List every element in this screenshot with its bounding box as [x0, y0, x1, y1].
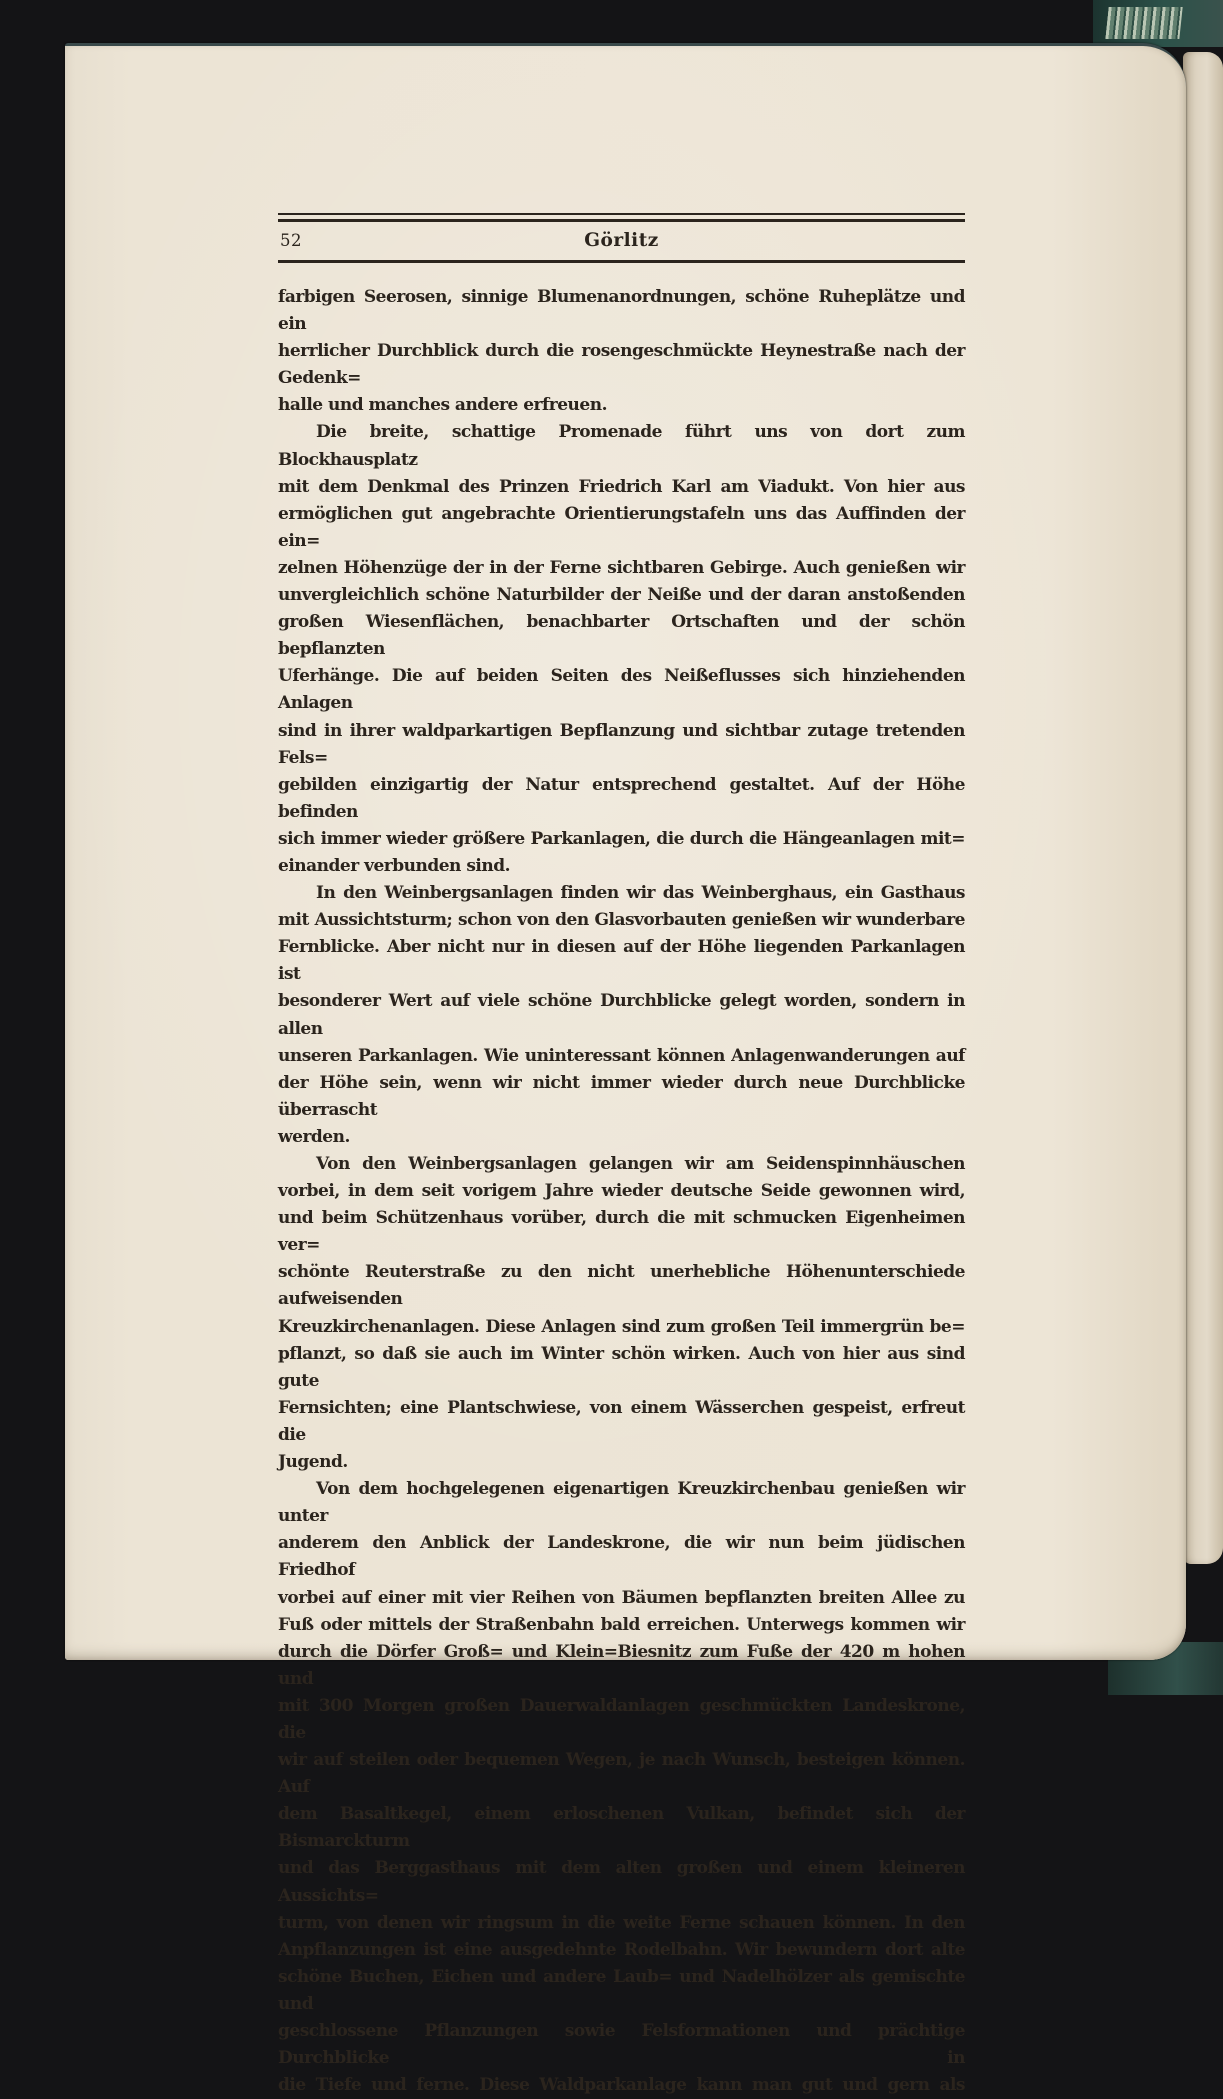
- text-line: Von dem hochgelegenen eigenartigen Kreuzkirchenbau genießen wir unter: [278, 1479, 965, 1527]
- text-line: Anpflanzungen ist eine ausgedehnte Rodelbahn. Wir bewundern dort alte: [278, 1939, 965, 1960]
- book-fore-edge: [1183, 52, 1223, 1564]
- text-line: besonderer Wert auf viele schöne Durchblicke gelegt worden, sondern in allen: [278, 991, 965, 1039]
- text-line: einander verbunden sind.: [278, 855, 511, 876]
- text-line: Uferhänge. Die auf beiden Seiten des Neißeflusses sich hinziehenden Anlagen: [278, 666, 965, 714]
- text-line: zelnen Höhenzüge der in der Ferne sichtbaren Gebirge. Auch genießen wir: [278, 557, 965, 578]
- text-line: wir auf steilen oder bequemen Wegen, je nach Wunsch, besteigen können. Auf: [278, 1750, 965, 1798]
- text-line: mit Aussichtsturm; schon von den Glasvorbauten genießen wir wunderbare: [278, 910, 965, 931]
- text-line: In den Weinbergsanlagen finden wir das Weinberghaus, ein Gasthaus: [316, 883, 965, 904]
- text-line: Fernsichten; eine Plantschwiese, von einem Wässerchen gespeist, erfreut die: [278, 1397, 965, 1445]
- page-header: [278, 213, 965, 263]
- book-cover-edge-top: [1093, 0, 1223, 47]
- text-line: ermöglichen gut angebrachte Orientierungstafeln uns das Auffinden der ein=: [278, 503, 965, 551]
- text-line: unvergleichlich schöne Naturbilder der Neiße und der daran anstoßenden: [278, 585, 965, 606]
- text-line: Fuß oder mittels der Straßenbahn bald erreichen. Unterwegs kommen wir: [278, 1614, 965, 1635]
- text-line: turm, von denen wir ringsum in die weite Ferne schauen können. In den: [278, 1912, 965, 1933]
- text-line: sind in ihrer waldparkartigen Bepflanzung und sichtbar zutage tretenden Fels=: [278, 720, 965, 768]
- book-page-edges-top: [1105, 7, 1182, 39]
- running-head-row: [278, 222, 965, 260]
- text-line: vorbei, in dem seit vorigem Jahre wieder deutsche Seide gewonnen wird,: [278, 1181, 965, 1202]
- text-line: mit dem Denkmal des Prinzen Friedrich Karl am Viadukt. Von hier aus: [278, 476, 965, 497]
- text-line: unseren Parkanlagen. Wie uninteressant können Anlagenwanderungen auf: [278, 1045, 965, 1066]
- text-line: großen Wiesenflächen, benachbarter Ortschaften und der schön bepflanzten: [278, 612, 965, 660]
- text-line: gebilden einzigartig der Natur entsprechend gestaltet. Auf der Höhe befinden: [278, 774, 965, 822]
- text-line: durch die Dörfer Groß= und Klein=Biesnitz zum Fuße der 420 m hohen und: [278, 1641, 965, 1689]
- text-line: der Höhe sein, wenn wir nicht immer wieder durch neue Durchblicke überrascht: [278, 1072, 965, 1120]
- text-line: die Tiefe und ferne. Diese Waldparkanlage kann man gut und gern als: [278, 2075, 965, 2096]
- book-page: [65, 43, 1186, 2096]
- text-line: farbigen Seerosen, sinnige Blumenanordnungen, schöne Ruheplätze und ein: [278, 287, 965, 335]
- text-line: schöne Buchen, Eichen und andere Laub= und Nadelhölzer als gemischte und: [278, 1966, 965, 2014]
- text-line: mit 300 Morgen großen Dauerwaldanlagen geschmückten Landeskrone, die: [278, 1695, 965, 1743]
- text-line: herrlicher Durchblick durch die rosengeschmückte Heynestraße nach der Gedenk=: [278, 341, 965, 389]
- text-line: Jugend.: [278, 1452, 348, 1473]
- text-line: geschlossene Pflanzungen sowie Felsformationen und prächtige Durchblicke in: [278, 2021, 965, 2069]
- text-line: Von den Weinbergsanlagen gelangen wir am Seidenspinnhäuschen: [316, 1154, 965, 1174]
- text-line: pflanzt, so daß sie auch im Winter schön wirken. Auch von hier aus sind gute: [278, 1343, 965, 1391]
- text-line: und das Berggasthaus mit dem alten großen und einem kleineren Aussichts=: [278, 1858, 965, 1906]
- body-text: [278, 284, 965, 2099]
- text-line: vorbei auf einer mit vier Reihen von Bäumen bepflanzten breiten Allee zu: [278, 1587, 965, 1608]
- text-line: halle und manches andere erfreuen.: [278, 395, 608, 416]
- text-line: dem Basaltkegel, einem erloschenen Vulkan, befindet sich der Bismarckturm: [278, 1804, 965, 1852]
- text-line: schönte Reuterstraße zu den nicht unerhebliche Höhenunterschiede aufweisenden: [278, 1262, 965, 1310]
- page-number: 52: [280, 231, 302, 250]
- text-line: werden.: [278, 1126, 350, 1147]
- text-line: Die breite, schattige Promenade führt uns von dort zum Blockhausplatz: [278, 422, 965, 470]
- text-line: Fernblicke. Aber nicht nur in diesen auf der Höhe liegenden Parkanlagen ist: [278, 937, 965, 985]
- text-line: und beim Schützenhaus vorüber, durch die mit schmucken Eigenheimen ver=: [278, 1208, 965, 1256]
- header-bottom-rule: [278, 260, 965, 263]
- text-line: anderem den Anblick der Landeskrone, die wir nun beim jüdischen Friedhof: [278, 1533, 965, 1581]
- text-line: Kreuzkirchenanlagen. Diese Anlagen sind zum großen Teil immergrün be=: [278, 1316, 965, 1337]
- text-line: sich immer wieder größere Parkanlagen, die durch die Hängeanlagen mit=: [278, 828, 965, 849]
- running-title: Görlitz: [584, 230, 659, 251]
